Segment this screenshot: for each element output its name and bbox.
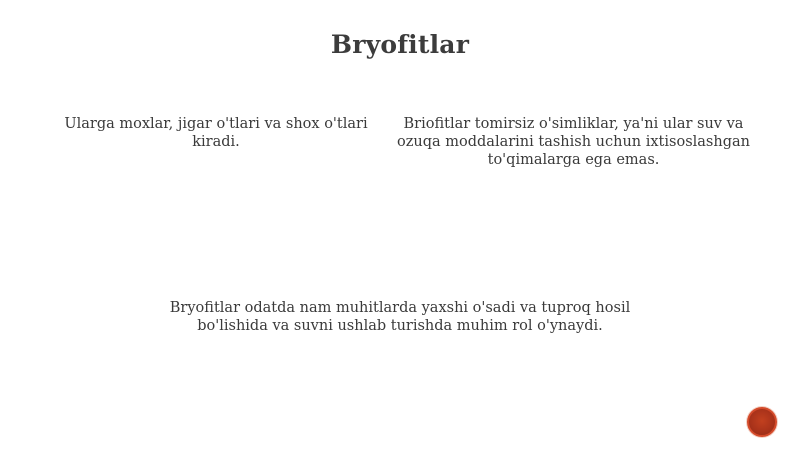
bottom-text-block: Bryofitlar odatda nam muhitlarda yaxshi o'sadi va tuproq hosil bo'lishida va suvni ushlab turishda muhim rol o'ynaydi. <box>169 300 631 334</box>
left-text-block: Ularga moxlar, jigar o'tlari va shox o'tlari kiradi. <box>64 116 368 150</box>
slide-title: Bryofitlar <box>330 30 470 59</box>
slide-nav-circle-icon[interactable] <box>747 407 777 437</box>
right-text-block: Briofitlar tomirsiz o'simliklar, ya'ni ular suv va ozuqa moddalarini tashish uchun ixtisoslashgan to'qimalarga ega emas. <box>397 116 750 168</box>
